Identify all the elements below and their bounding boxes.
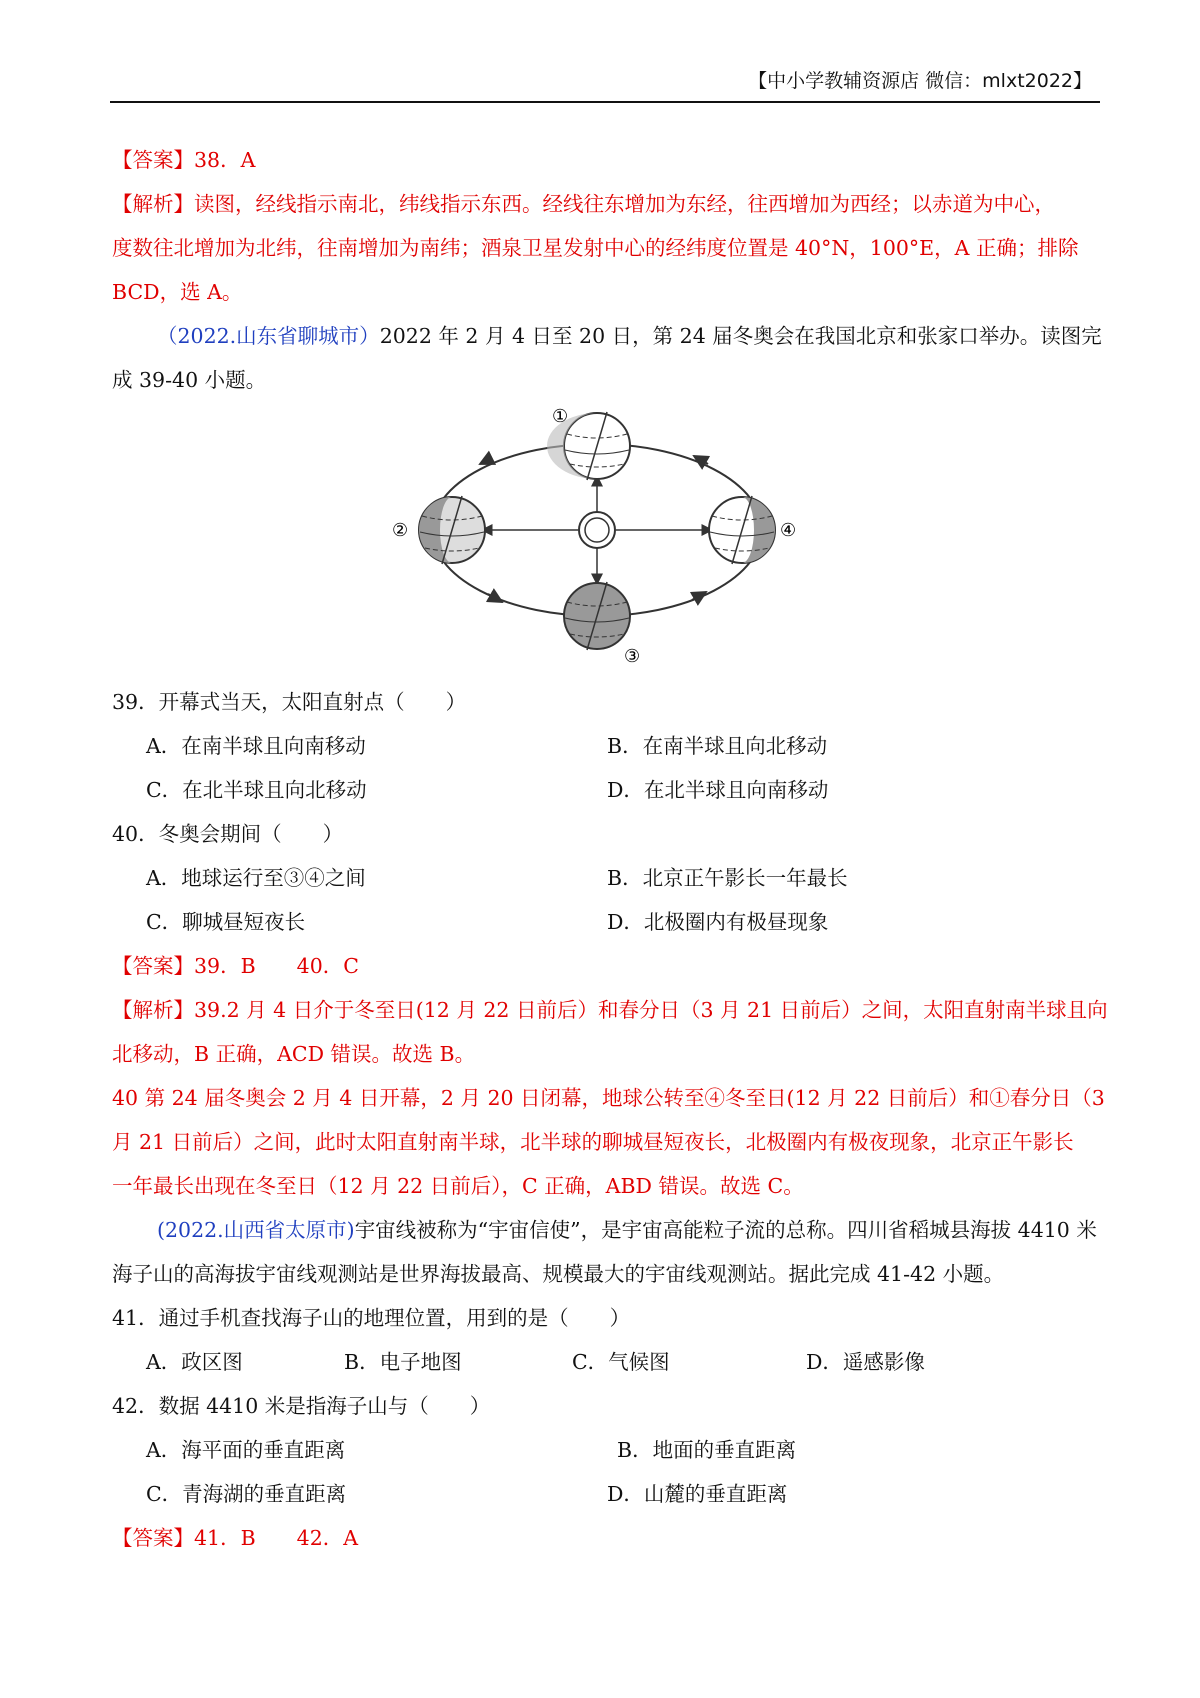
q40-option-b: B．北京正午影长一年最长	[607, 866, 848, 890]
answer-41-42: 【答案】41．B 42．A	[112, 1526, 359, 1550]
q40-option-a: A．地球运行至③④之间	[146, 866, 366, 890]
source-taiyuan: (2022.山西省太原市)	[157, 1218, 355, 1242]
orbit-arrow	[480, 458, 492, 464]
q41-option-a: A．政区图	[146, 1350, 243, 1374]
analysis-38-line1: 【解析】读图，经线指示南北，纬线指示东西。经线往东增加为东经，往西增加为西经；以赤道为中心，	[112, 192, 1055, 216]
q39-option-b: B．在南半球且向北移动	[607, 734, 828, 758]
label-1: ①	[552, 406, 569, 427]
q41-option-b: B．电子地图	[344, 1350, 462, 1374]
q39-stem: 39．开幕式当天，太阳直射点（ ）	[112, 690, 467, 714]
intro-39-40-line2: 成 39-40 小题。	[112, 368, 267, 392]
q41-stem: 41．通过手机查找海子山的地理位置，用到的是（ ）	[112, 1306, 631, 1330]
q41-option-c: C．气候图	[572, 1350, 670, 1374]
q42-options-ab	[112, 1428, 1097, 1472]
q40-options-cd	[112, 900, 1097, 944]
analysis-39-40-line1: 【解析】39.2 月 4 日介于冬至日(12 月 22 日前后）和春分日（3 月 21 日前后）之间，太阳直射南半球且向	[112, 998, 1108, 1022]
analysis-39-40-line3: 40 第 24 届冬奥会 2 月 4 日开幕，2 月 20 日闭幕，地球公转至④冬至日(12 月 22 日前后）和①春分日（3	[112, 1086, 1105, 1110]
q39-option-d: D．在北半球且向南移动	[607, 778, 829, 802]
q42-option-d: D．山麓的垂直距离	[607, 1482, 788, 1506]
page-header: 【中小学教辅资源店 微信：mlxt2022】	[748, 70, 1092, 92]
answer-39-40: 【答案】39．B 40．C	[112, 954, 359, 978]
label-3: ③	[624, 646, 641, 667]
q40-stem: 40．冬奥会期间（ ）	[112, 822, 344, 846]
q39-options-ab	[112, 724, 1097, 768]
q41-option-d: D．遥感影像	[806, 1350, 925, 1374]
q40-options-ab	[112, 856, 1097, 900]
header-rule	[110, 101, 1100, 103]
earth-position-4	[709, 496, 775, 564]
sun-icon	[579, 512, 615, 548]
q42-option-c: C．青海湖的垂直距离	[146, 1482, 347, 1506]
intro-39-40-line1	[112, 314, 1102, 358]
source-liaocheng: （2022.山东省聊城市）	[157, 324, 380, 348]
earth-position-2	[419, 496, 485, 564]
intro-41-42-text1: 宇宙线被称为“宇宙信使”，是宇宙高能粒子流的总称。四川省稻城县海拔 4410 米	[354, 1218, 1097, 1242]
orbit-arrow	[488, 594, 502, 602]
q42-option-a: A．海平面的垂直距离	[146, 1438, 346, 1462]
q40-option-d: D．北极圈内有极昼现象	[607, 910, 829, 934]
q42-options-cd	[112, 1472, 1097, 1516]
answer-38: 【答案】38．A	[112, 148, 256, 172]
orbit-diagram	[392, 404, 812, 676]
analysis-38-line2: 度数往北增加为北纬，往南增加为南纬；酒泉卫星发射中心的经纬度位置是 40°N，100°E，A 正确；排除	[112, 236, 1079, 260]
q39-options-cd	[112, 768, 1097, 812]
q39-option-c: C．在北半球且向北移动	[146, 778, 367, 802]
analysis-39-40-line4: 月 21 日前后）之间，此时太阳直射南半球，北半球的聊城昼短夜长，北极圈内有极夜现象，北京正午影长	[112, 1130, 1074, 1154]
intro-41-42-line2: 海子山的高海拔宇宙线观测站是世界海拔最高、规模最大的宇宙线观测站。据此完成 41-42 小题。	[112, 1262, 1005, 1286]
q42-stem: 42．数据 4410 米是指海子山与（ ）	[112, 1394, 491, 1418]
analysis-39-40-line2: 北移动，B 正确，ACD 错误。故选 B。	[112, 1042, 476, 1066]
analysis-39-40-line5: 一年最长出现在冬至日（12 月 22 日前后），C 正确，ABD 错误。故选 C。	[112, 1174, 804, 1198]
earth-position-3	[564, 582, 630, 650]
q40-option-c: C．聊城昼短夜长	[146, 910, 306, 934]
q41-options	[112, 1340, 1097, 1384]
label-2: ②	[392, 520, 409, 541]
label-4: ④	[780, 520, 797, 541]
analysis-38-line3: BCD，选 A。	[112, 280, 243, 304]
q42-option-b: B．地面的垂直距离	[617, 1438, 797, 1462]
earth-orbit-figure	[112, 402, 1097, 680]
intro-39-40-text1: 2022 年 2 月 4 日至 20 日，第 24 届冬奥会在我国北京和张家口举办。读图完	[379, 324, 1102, 348]
document-body	[112, 138, 1108, 1560]
q39-option-a: A．在南半球且向南移动	[146, 734, 366, 758]
intro-41-42-line1	[112, 1208, 1097, 1252]
